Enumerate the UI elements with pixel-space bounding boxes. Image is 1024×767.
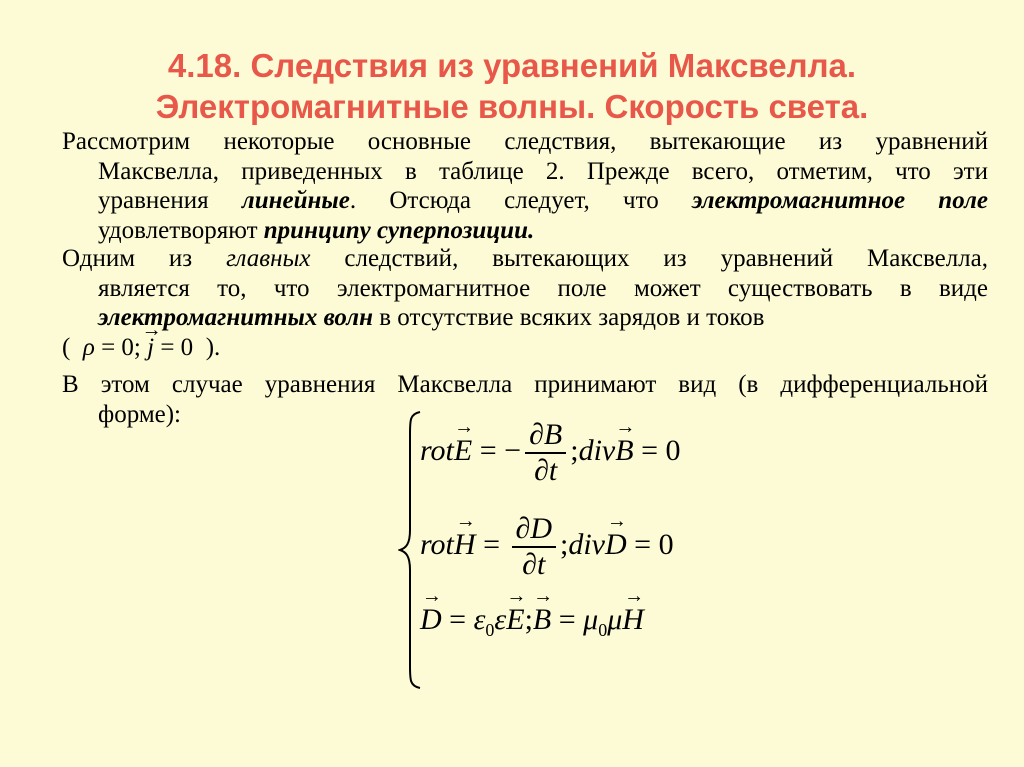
- term-linear: линейные: [241, 187, 350, 214]
- p1-line-2: Максвелла, приведенных в таблице 2. Прежде всего, отметим, что эти: [98, 157, 988, 185]
- p3-line-1: В этом случае уравнения Максвелла принимают вид (в дифференциальной: [62, 371, 988, 398]
- term-em-field: электромагнитное поле: [691, 187, 988, 214]
- no-charge-condition: ( ρ = 0; → j = 0 ).: [62, 333, 220, 363]
- rho-symbol: ρ: [82, 334, 95, 361]
- term-main: главных: [226, 245, 311, 272]
- slide-title-line-2: Электромагнитные волны. Скорость света.: [155, 88, 869, 125]
- p3-line-2: форме):: [98, 400, 182, 428]
- current-density-vector: → j: [147, 333, 154, 363]
- p1-line-1: Рассмотрим некоторые основные следствия, вытекающие из уравнений: [62, 128, 988, 155]
- equation-faraday: rot→ E = − $\frac{\partial B}{\partial t}$ ;div→ B = 0: [420, 418, 680, 488]
- term-superposition: принципу суперпозиции.: [263, 216, 535, 244]
- p2-line-1: Одним из главных следствий, вытекающих из уравнений Максвелла,: [62, 245, 988, 272]
- term-em-waves: электромагнитных волн: [98, 304, 373, 331]
- p2-line-3: электромагнитных волн в отсутствие всяких зарядов и токов: [98, 304, 765, 331]
- equation-material: → $D = \varepsilon_0\varepsilon\to$ E;→ $B = \mu_0\mu\to H$: [420, 603, 644, 641]
- p1-line-3: уравнения линейные. Отсюда следует, что электромагнитное поле: [98, 187, 988, 214]
- paragraph-2: [62, 244, 988, 333]
- paragraph-1: [62, 127, 988, 245]
- p2-line-2: является то, что электромагнитное поле может существовать в виде: [98, 274, 988, 302]
- slide-title-line-1: 4.18. Следствия из уравнений Максвелла.: [167, 47, 857, 84]
- equation-ampere: rot→ H = $\frac{\partial D}{\partial t}$ ;div→ D = 0: [420, 512, 674, 582]
- p1-line-4: удовлетворяют принципу суперпозиции.: [98, 216, 535, 244]
